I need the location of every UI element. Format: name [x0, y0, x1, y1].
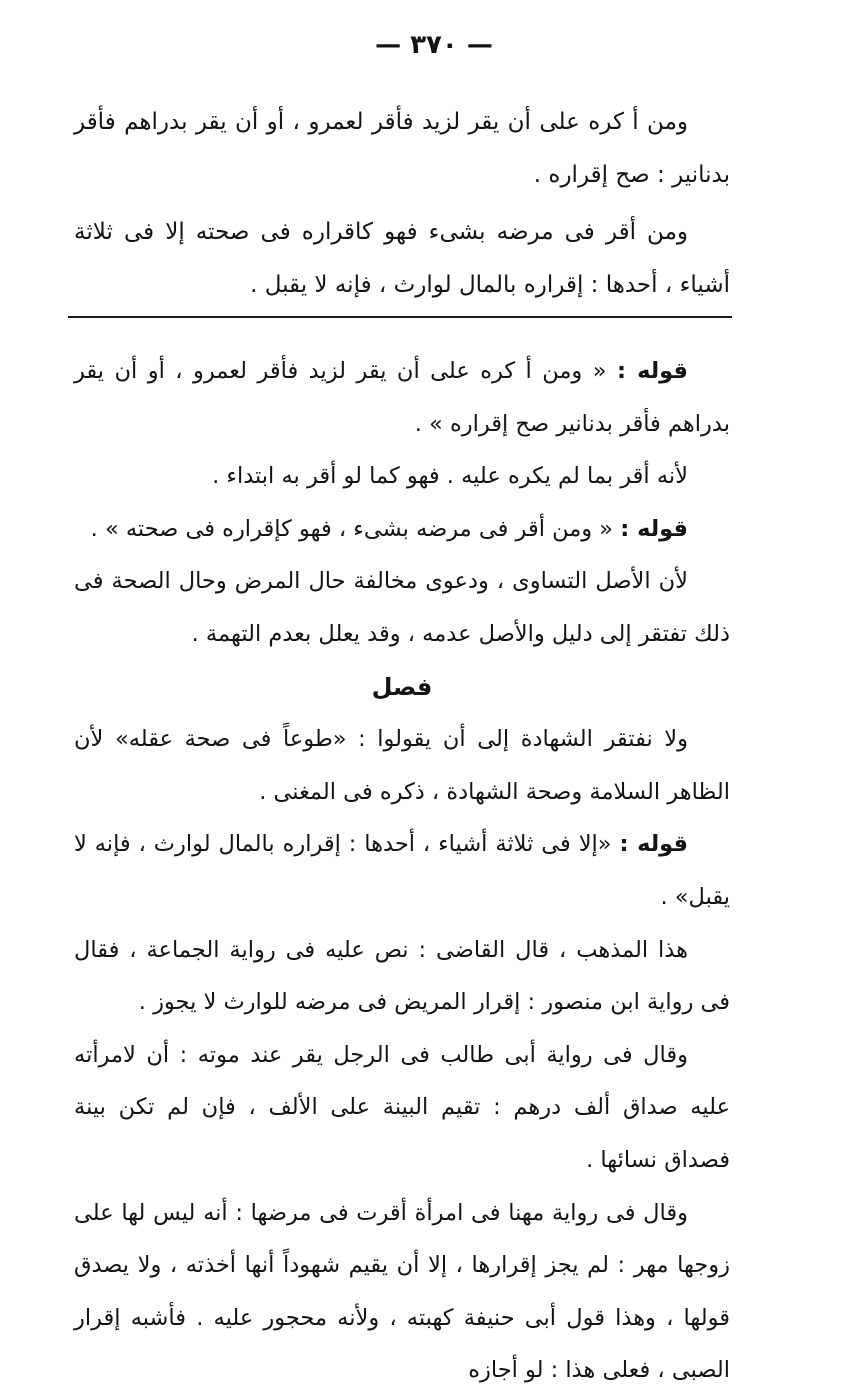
- footnote-divider: [68, 316, 732, 318]
- commentary-paragraph-4: لأن الأصل التساوى ، ودعوى مخالفة حال المرض وحال الصحة فى ذلك تفتقر إلى دليل والأصل عدمه ، وقد يعلل بعدم التهمة .: [74, 568, 730, 647]
- commentary-text: [74, 345, 730, 1397]
- qawluhu-label: قوله :: [619, 831, 688, 858]
- commentary-paragraph-9: وقال فى رواية مهنا فى امرأة أقرت فى مرضها : أنه ليس لها على زوجها مهر : لم يجز إقرارها ، إلا أن يقيم شهوداً أنها أخذته ، ولا يصدق قولها ، وهذا قول أبى حنيفة كهبته ، ولأنه محجور عليه . فأشبه إقرار الصبى ، فعلى هذا : لو أجازه: [74, 1199, 730, 1384]
- commentary-paragraph-1: [74, 345, 730, 450]
- qawluhu-label: قوله :: [616, 358, 689, 384]
- commentary-quote-3: «إلا فى ثلاثة أشياء ، أحدها : إقراره بالمال لوارث ، فإنه لا يقبل» .: [74, 831, 730, 910]
- qawluhu-label: قوله :: [620, 515, 688, 542]
- commentary-quote-2: « ومن أقر فى مرضه بشىء ، فهو كإقراره فى صحته » .: [90, 515, 614, 542]
- commentary-paragraph-8: وقال فى رواية أبى طالب فى الرجل يقر عند موته : أن لامرأته عليه صداق ألف درهم : تقيم البينة على الألف ، فإن لم تكن بينة فصداق نسائها .: [74, 1041, 730, 1173]
- commentary-paragraph-2: لأنه أقر بما لم يكره عليه . فهو كما لو أقر به ابتداء .: [212, 463, 688, 490]
- page-number: — ٣٧٠ —: [375, 30, 493, 60]
- section-title: فصل: [371, 672, 433, 701]
- commentary-paragraph-7: هذا المذهب ، قال القاضى : نص عليه فى رواية الجماعة ، فقال فى رواية ابن منصور : إقرار المريض فى مرضه للوارث لا يجوز .: [74, 936, 730, 1016]
- commentary-paragraph-3: [74, 503, 730, 556]
- main-text: [74, 96, 730, 312]
- commentary-quote-1: « ومن أ كره على أن يقر لزيد فأقر لعمرو ، أو أن يقر بدراهم فأقر بدنانير صح إقراره » .: [74, 358, 730, 437]
- commentary-paragraph-6: [74, 818, 730, 923]
- main-text-paragraph-2: ومن أقر فى مرضه بشىء فهو كاقراره فى صحته إلا فى ثلاثة أشياء ، أحدها : إقراره بالمال لوارث ، فإنه لا يقبل .: [74, 219, 730, 298]
- main-text-paragraph-1: ومن أ كره على أن يقر لزيد فأقر لعمرو ، أو أن يقر بدراهم فأقر بدنانير : صح إقراره .: [74, 109, 730, 188]
- commentary-paragraph-5: ولا نفتقر الشهادة إلى أن يقولوا : «طوعاً فى صحة عقله» لأن الظاهر السلامة وصحة الشهادة ، ذكره فى المغنى .: [74, 726, 730, 805]
